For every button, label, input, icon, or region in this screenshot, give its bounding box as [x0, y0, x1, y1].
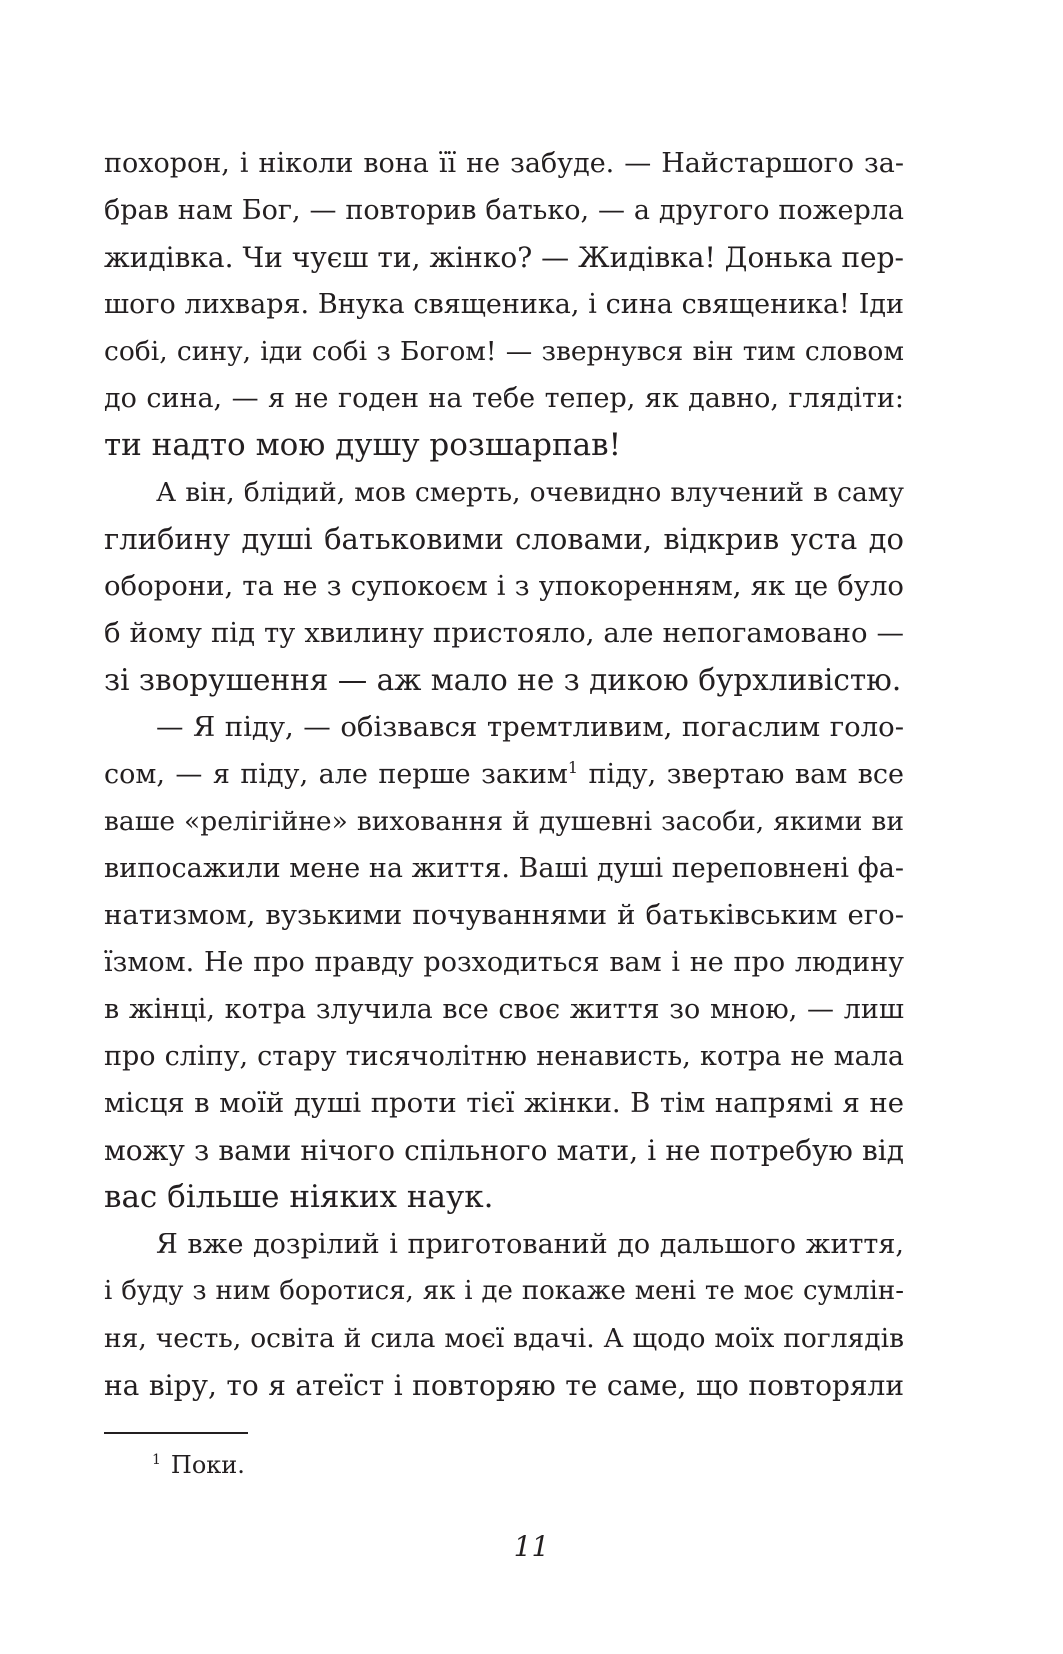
text-line: А він, блідий, мов смерть, очевидно влучений в саму — [156, 477, 904, 508]
paragraph-2 — [104, 469, 904, 704]
text-line: — Я піду, — обізвався тремтливим, погаслим голо- — [156, 711, 904, 743]
text-line: і буду з ним боротися, як і де покаже мені те моє сумлін- — [104, 1276, 904, 1306]
text-line: ваше «релігійне» виховання й душевні засоби, якими ви — [104, 806, 904, 837]
text-line: жидівка. Чи чуєш ти, жінко? — Жидівка! Донька пер- — [104, 241, 904, 274]
paragraph-4 — [104, 1221, 904, 1409]
text-line: б йому під ту хвилину пристояло, але непогамовано — — [104, 617, 904, 649]
text-line: брав нам Бог, — повторив батько, — а другого пожерла — [104, 195, 904, 226]
text-fragment: сом, — я піду, але перше заким — [104, 759, 568, 790]
footnote-reference[interactable]: 1 — [567, 758, 579, 777]
paragraph-3 — [104, 704, 904, 1221]
footnote-mark: 1 — [152, 1452, 161, 1468]
text-line: похорон, і ніколи вона її не забуде. — Найстаршого за- — [104, 148, 904, 179]
footnote — [152, 1450, 245, 1480]
footnote-divider — [104, 1432, 248, 1434]
page-number: 11 — [513, 1530, 550, 1563]
text-line: шого лихваря. Внука священика, і сина священика! Іди — [104, 289, 904, 320]
text-line: глибину душі батьковими словами, відкрив уста до — [104, 522, 904, 556]
text-line: місця в моїй душі проти тієї жінки. В тім напрямі я не — [104, 1087, 904, 1119]
text-line: собі, сину, іди собі з Богом! — звернувся він тим словом — [104, 336, 904, 367]
paragraph-1 — [104, 140, 904, 469]
text-fragment: піду, звертаю вам все — [578, 759, 904, 790]
footnote-text: Поки. — [170, 1451, 245, 1479]
text-line: оборони, та не з супокоєм і з упокоренням, як це було — [104, 570, 904, 602]
text-line: Я вже дозрілий і приготований до дальшого життя, — [156, 1229, 904, 1260]
text-line: випосажили мене на життя. Ваші душі переповнені фа- — [104, 853, 904, 884]
text-line: на віру, то я атеїст і повторяю те саме, що повторяли — [104, 1369, 904, 1402]
text-line: можу з вами нічого спільного мати, і не потребую від — [104, 1134, 904, 1167]
text-line: натизмом, вузькими почуваннями й батьківським его- — [104, 899, 904, 931]
text-line: про сліпу, стару тисячолітню ненависть, котра не мала — [104, 1041, 904, 1072]
text-line: ня, честь, освіта й сила моєї вдачі. А щодо моїх поглядів — [104, 1323, 904, 1354]
text-line: зі зворушення — аж мало не з дикою бурхливістю. — [104, 663, 902, 697]
body-text — [104, 140, 904, 1409]
text-line-with-footnote — [104, 751, 904, 798]
text-line: до сина, — я не годен на тебе тепер, як давно, глядіти: — [104, 383, 904, 414]
text-line: ти надто мою душу розшарпав! — [104, 427, 622, 463]
text-line: в жінці, котра злучила все своє життя зо мною, — лиш — [104, 994, 904, 1025]
text-line: їзмом. Не про правду розходиться вам і не про людину — [104, 947, 904, 978]
text-line: вас більше ніяких наук. — [104, 1179, 494, 1215]
